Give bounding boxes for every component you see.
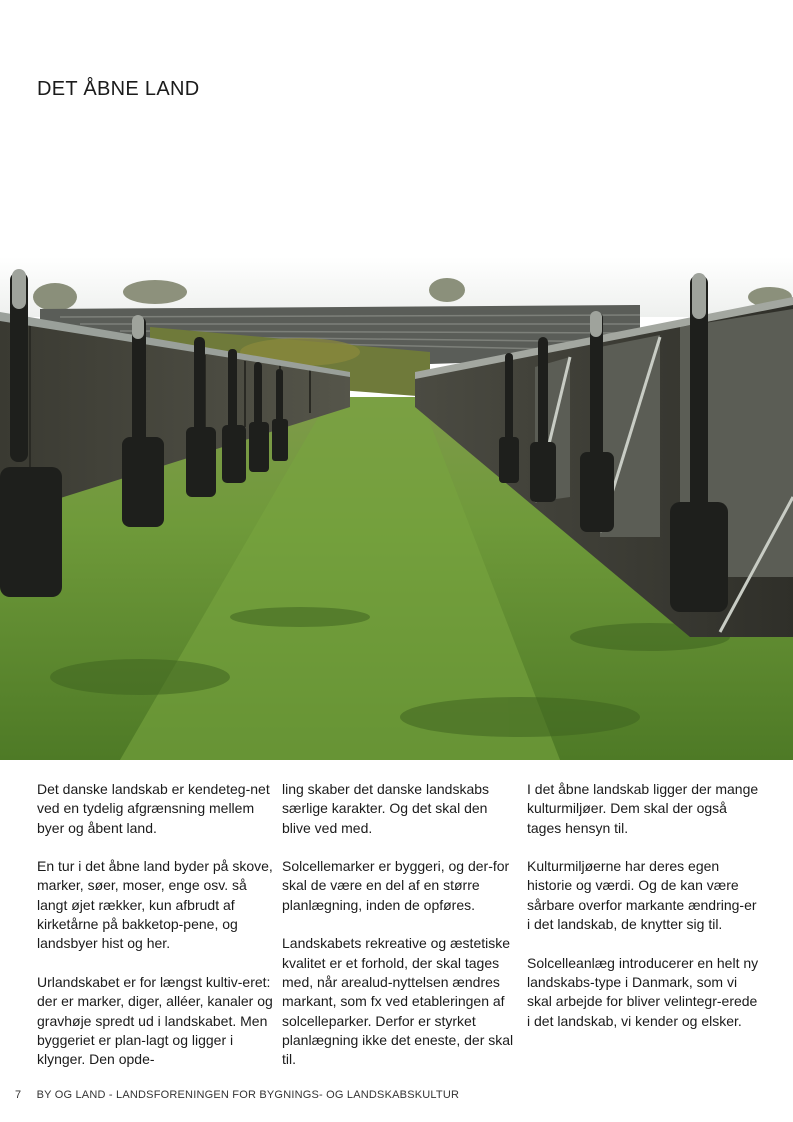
paragraph: Kulturmiljøerne har deres egen historie og værdi. Og de kan være sårbare overfor markante ændring-er i det landskab, de knytter sig til. [527, 858, 757, 933]
paragraph: Landskabets rekreative og æstetiske kvalitet er et forhold, der skal tages med, når arealud-nyttelsen ændres markant, som fx ved etableringen af solcelleparker. Derfor er styrket planlægning ikke det eneste, der skal til. [282, 935, 514, 1068]
paragraph: ling skaber det danske landskabs særlige karakter. Og det skal den blive ved med. [282, 781, 490, 836]
paragraph: Solcellemarker er byggeri, og der-for skal de være en del af en større planlægning, inden de opføres. [282, 858, 510, 913]
page-title: DET ÅBNE LAND [37, 78, 200, 100]
paragraph: En tur i det åbne land byder på skove, marker, søer, moser, enge osv. så langt øjet rækker, kun afbrudt af kirketårne på bakketop-pene, og landsbyer hist og her. [37, 858, 273, 952]
paragraph: I det åbne landskab ligger der mange kulturmiljøer. Dem skal der også tages hensyn til. [527, 781, 759, 836]
paragraph: Det danske landskab er kendeteg-net ved en tydelig afgrænsning mellem byer og åbent land. [37, 781, 270, 836]
text-column-1 [37, 780, 273, 1089]
paragraph: Solcelleanlæg introducerer en helt ny landskabs-type i Danmark, som vi skal arbejde for bliver velintegr-erede i det landskab, vi kender og elsker. [527, 954, 759, 1029]
page-number: 7 [15, 1089, 22, 1101]
solar-field-photo [0, 257, 793, 760]
footer-text: BY OG LAND - LANDSFORENINGEN FOR BYGNINGS- OG LANDSKABSKULTUR [36, 1089, 460, 1101]
text-column-2 [282, 780, 518, 1089]
text-column-3 [527, 780, 763, 1050]
page-footer [15, 1089, 459, 1101]
paragraph: Urlandskabet er for længst kultiv-eret: der er marker, diger, alléer, kanaler og gravhøje spredt ud i landskabet. Men byggeriet er plan-lagt og ligger i klynger. Den opde- [37, 973, 273, 1068]
